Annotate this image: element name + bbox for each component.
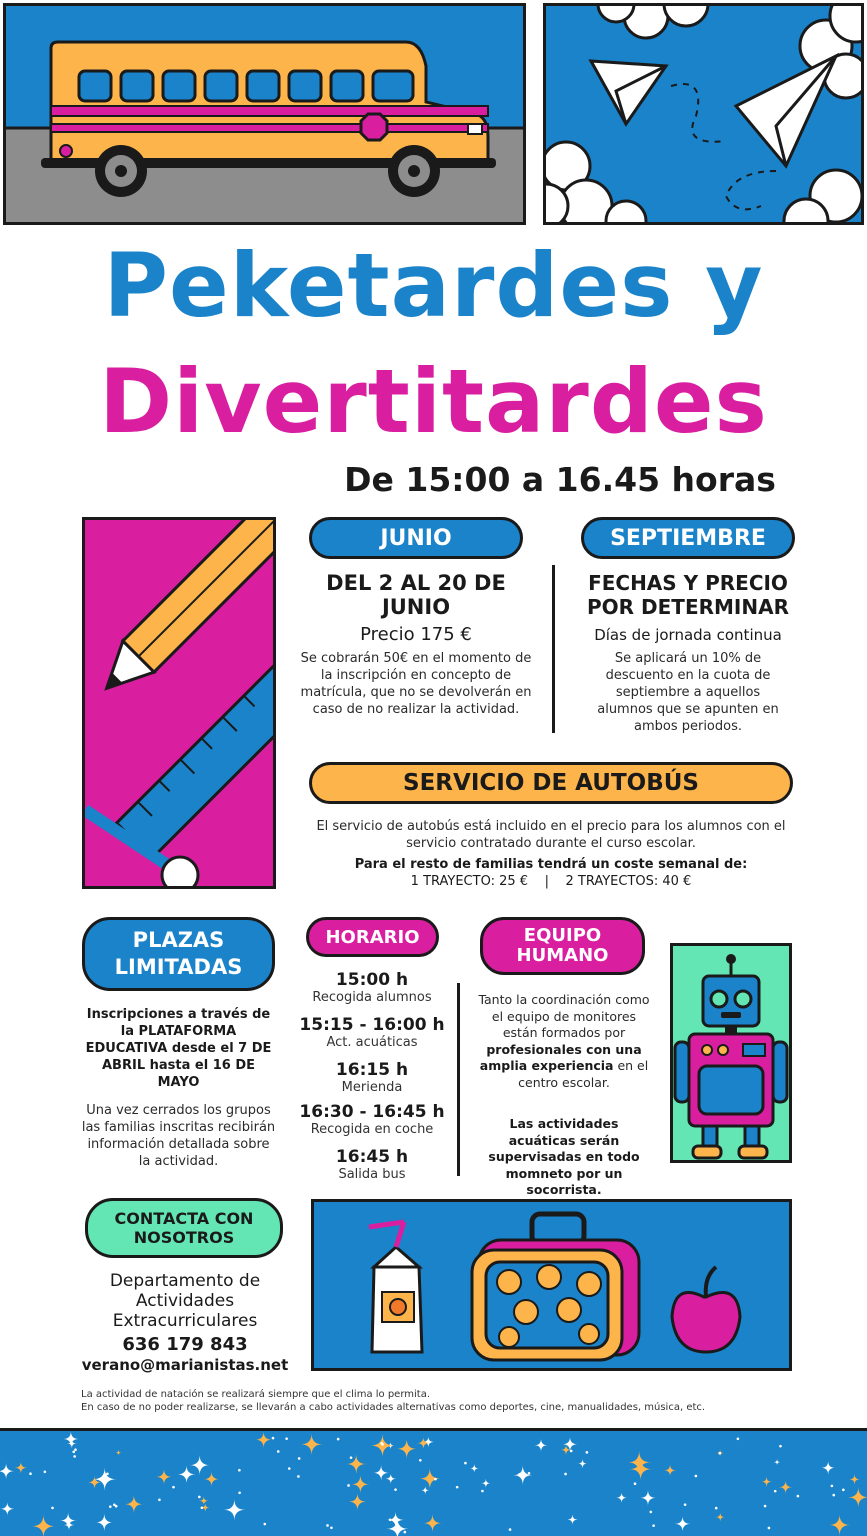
plazas-bold: Inscripciones a través de la PLATAFORMA EDUCATIVA desde el 7 DE ABRIL hasta el 16 DE MAYO [85, 1007, 272, 1090]
sparkle-dot [113, 1503, 116, 1506]
sparkle-dot [29, 1472, 32, 1475]
sparkle-dot [51, 1507, 54, 1510]
sparkle-dot [564, 1473, 567, 1476]
schedule-time: 16:15 h [335, 1060, 409, 1080]
sparkle-dot [684, 1503, 687, 1506]
star-icon [419, 1468, 440, 1489]
equipo-text [478, 992, 650, 1091]
bus-service-text: El servicio de autobús está incluido en el precio para los alumnos con el servicio contratado durante el curso escolar. [316, 819, 786, 851]
star-icon [351, 1475, 370, 1494]
star-icon [629, 1458, 652, 1481]
star-icon [177, 1465, 195, 1483]
sparkle-dot [695, 1475, 698, 1478]
footer-note-1: La actividad de natación se realizará siempre que el clima lo permita. [81, 1389, 431, 1400]
schedule-time: 15:15 - 16:00 h [299, 1015, 445, 1035]
sparkle-dot [72, 1451, 75, 1454]
star-icon [115, 1450, 121, 1456]
footer-note-2: En caso de no poder realizarse, se llevarán a cabo actividades alternativas como deportes, cine, manualidades, música, etc. [81, 1402, 706, 1413]
sparkle-dot [238, 1491, 241, 1494]
sparkle-dot [326, 1524, 329, 1527]
sparkle-dot [337, 1438, 340, 1441]
pencil-ruler-panel [82, 517, 276, 889]
equipo-text-start: Tanto la coordinación como el equipo de monitores están formados por [478, 992, 650, 1040]
sparkle-dot [198, 1496, 201, 1499]
sparkle-dot [297, 1475, 300, 1478]
sparkle-dot [44, 1470, 47, 1473]
star-icon [125, 1495, 144, 1514]
junio-header: JUNIO [309, 517, 523, 559]
sparkle-dot [404, 1531, 407, 1534]
paper-planes-panel [543, 3, 864, 225]
sparkle-dot [106, 1473, 109, 1476]
lunchbox-panel [311, 1199, 792, 1371]
column-divider [457, 983, 460, 1176]
sparkle-dot [381, 1443, 384, 1446]
sparkle-dot [263, 1523, 266, 1526]
septiembre-note: Se aplicará un 10% de descuento en la cuota de septiembre a aquellos alumnos que se apunten en ambos periodos. [597, 651, 779, 734]
star-icon [0, 1463, 14, 1480]
sparkle-dot [764, 1505, 767, 1508]
sparkle-dot [419, 1459, 422, 1462]
bus-illustration-panel [3, 3, 526, 225]
column-divider [552, 565, 555, 733]
pencil-icon [85, 520, 273, 886]
schedule-time: 16:30 - 16:45 h [299, 1102, 445, 1122]
sparkle-dot [350, 1456, 353, 1459]
star-icon [88, 1476, 101, 1489]
schedule-desc: Act. acuáticas [326, 1035, 418, 1050]
schedule-item [296, 1102, 448, 1137]
sparkle-dot [518, 1473, 521, 1476]
star-icon [32, 1514, 55, 1536]
star-icon [95, 1513, 113, 1531]
schedule-item [296, 1015, 448, 1050]
sparkle-dot [298, 1457, 301, 1460]
contact-email[interactable]: verano@marianistas.net [81, 1356, 289, 1374]
septiembre-subtitle: Días de jornada continua [594, 626, 782, 644]
sparkle-dot [719, 1452, 722, 1455]
sparkle-dot [285, 1437, 288, 1440]
school-bus-icon [6, 6, 523, 222]
star-icon [761, 1477, 771, 1487]
schedule-item [296, 1060, 448, 1095]
equipo-bold: Las actividades acuáticas serán supervisadas en todo momneto por un socorrista. [488, 1116, 640, 1197]
schedule-desc: Merienda [341, 1080, 403, 1095]
star-icon [481, 1479, 490, 1488]
plazas-header: PLAZAS LIMITADAS [82, 917, 275, 991]
sparkle-dot [288, 1467, 291, 1470]
sparkle-dot [768, 1527, 771, 1530]
sparkle-dot [347, 1484, 350, 1487]
plazas-text: Una vez cerrados los grupos las familias inscritas recibirán información detallada sobre la actividad. [81, 1103, 276, 1169]
star-icon [397, 1439, 417, 1459]
bus-service-bold: Para el resto de familias tendrá un coste semanal de: [354, 857, 748, 872]
schedule-desc: Recogida en coche [310, 1122, 434, 1137]
star-icon [470, 1464, 479, 1473]
sparkle-dot [464, 1462, 467, 1465]
paper-plane-icon [546, 6, 861, 222]
star-icon [15, 1462, 27, 1474]
star-icon [204, 1472, 219, 1487]
stars-icon [0, 1431, 867, 1536]
sparkle-dot [774, 1490, 777, 1493]
horario-header: HORARIO [306, 917, 439, 957]
sparkle-dot [434, 1478, 437, 1481]
star-icon [349, 1493, 367, 1511]
sparkle-dot [172, 1486, 175, 1489]
sparkle-dot [277, 1450, 280, 1453]
sparkle-dot [832, 1494, 835, 1497]
sparkle-dot [389, 1518, 392, 1521]
star-icon [93, 1468, 116, 1491]
star-icon [156, 1469, 172, 1485]
sparkle-dot [509, 1528, 512, 1531]
sparkle-dot [158, 1498, 161, 1501]
septiembre-dates: FECHAS Y PRECIO POR DETERMINAR [587, 571, 789, 619]
title-line-2: Divertitardes [99, 350, 768, 453]
star-icon [779, 1480, 793, 1494]
equipo-header: EQUIPO HUMANO [480, 917, 645, 975]
star-icon [346, 1454, 366, 1474]
star-icon [664, 1464, 676, 1476]
schedule-time: 16:45 h [335, 1147, 409, 1167]
star-icon [373, 1465, 389, 1481]
schedule-item [296, 970, 448, 1005]
star-icon [578, 1459, 587, 1468]
star-icon [534, 1439, 547, 1452]
star-icon [199, 1496, 208, 1505]
robot-icon [673, 946, 789, 1160]
sparkle-dot [238, 1469, 241, 1472]
bus-service-header: SERVICIO DE AUTOBÚS [309, 762, 793, 804]
sparkle-dot [330, 1526, 333, 1529]
schedule-item [296, 1147, 448, 1182]
contact-department: Departamento de Actividades Extracurriculares [109, 1271, 261, 1331]
sparkle-dot [842, 1489, 845, 1492]
star-icon [849, 1474, 859, 1484]
sparkle-dot [797, 1495, 800, 1498]
schedule-desc: Salida bus [338, 1167, 406, 1182]
sparkle-dot [570, 1450, 573, 1453]
star-icon [385, 1473, 396, 1484]
star-icon [421, 1486, 429, 1494]
star-icon [774, 1459, 780, 1465]
schedule-desc: Recogida alumnos [312, 990, 432, 1005]
hours-subtitle: De 15:00 a 16.45 horas [344, 460, 776, 499]
sparkle-dot [652, 1524, 655, 1527]
star-icon [255, 1431, 272, 1448]
junio-dates: DEL 2 AL 20 DE JUNIO [326, 571, 506, 619]
robot-panel [670, 943, 792, 1163]
stars-banner [0, 1428, 867, 1536]
sparkle-dot [394, 1488, 397, 1491]
equipo-text-end: en el centro escolar. [518, 1058, 649, 1090]
star-icon [821, 1461, 835, 1475]
sparkle-dot [201, 1506, 204, 1509]
contact-phone[interactable]: 636 179 843 [122, 1334, 248, 1355]
sparkle-dot [481, 1490, 484, 1493]
sparkle-dot [456, 1486, 459, 1489]
star-icon [716, 1513, 725, 1522]
bus-prices: 1 TRAYECTO: 25 € | 2 TRAYECTOS: 40 € [410, 874, 692, 889]
star-icon [829, 1514, 850, 1535]
septiembre-header: SEPTIEMBRE [581, 517, 795, 559]
star-icon [513, 1465, 533, 1485]
star-icon [848, 1487, 867, 1508]
junio-price: Precio 175 € [360, 624, 472, 645]
schedule-time: 15:00 h [335, 970, 409, 990]
star-icon [417, 1437, 429, 1449]
sparkle-dot [272, 1437, 275, 1440]
sparkle-dot [73, 1455, 76, 1458]
sparkle-dot [586, 1451, 589, 1454]
sparkle-dot [74, 1448, 77, 1451]
star-icon [423, 1514, 441, 1532]
star-icon [567, 1515, 577, 1525]
star-icon [224, 1499, 245, 1520]
sparkle-dot [109, 1505, 112, 1508]
sparkle-dot [831, 1485, 834, 1488]
equipo-text-bold: profesionales con una amplia experiencia [479, 1041, 642, 1073]
star-icon [640, 1490, 656, 1506]
star-icon [301, 1433, 323, 1455]
sparkle-dot [649, 1511, 652, 1514]
sparkle-dot [528, 1472, 531, 1475]
sparkle-dot [634, 1482, 637, 1485]
contact-header: CONTACTA CON NOSOTROS [85, 1198, 283, 1258]
star-icon [675, 1516, 691, 1532]
sparkle-dot [779, 1445, 782, 1448]
star-icon [190, 1455, 210, 1475]
sparkle-dot [715, 1507, 718, 1510]
title-line-1: Peketardes y [103, 234, 764, 337]
star-icon [616, 1492, 627, 1503]
junio-note: Se cobrarán 50€ en el momento de la inscripción en concepto de matrícula, que no se devolverán en caso de no realizar la actividad. [300, 651, 532, 717]
star-icon [0, 1502, 14, 1516]
lunchbox-icon [314, 1202, 789, 1368]
sparkle-dot [737, 1438, 740, 1441]
